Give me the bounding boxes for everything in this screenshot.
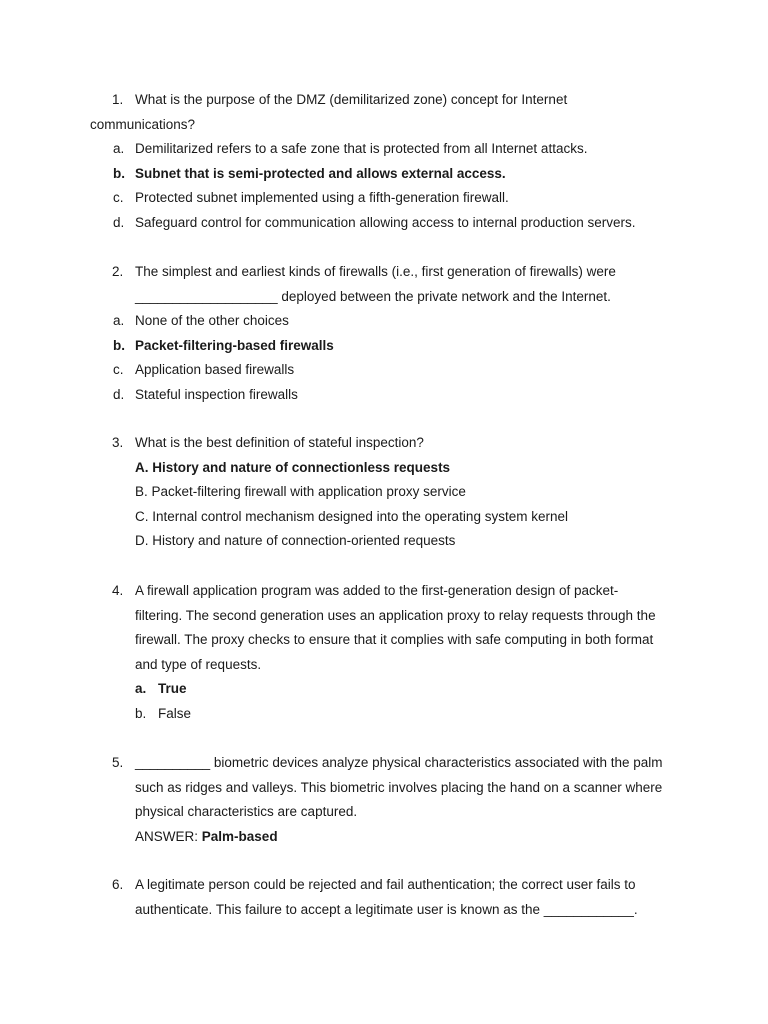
question-6 — [90, 873, 690, 922]
question-text-continued: authenticate. This failure to accept a legitimate user is known as the ____________. — [135, 901, 638, 917]
answer-value: Palm-based — [201, 828, 278, 844]
question-text: The simplest and earliest kinds of firewalls (i.e., first generation of firewalls) were — [135, 264, 616, 279]
question-number: 3. — [112, 435, 124, 450]
question-text: __________ biometric devices analyze physical characteristics associated with the palm — [135, 755, 663, 770]
option-a-correct: a. True — [135, 681, 187, 697]
question-4 — [90, 579, 690, 727]
question-text-continued: ___________________ deployed between the private network and the Internet. — [135, 288, 611, 304]
question-2 — [90, 260, 690, 408]
option-d: D. History and nature of connection-oriented requests — [135, 533, 456, 549]
option-b: b. False — [135, 705, 192, 721]
option-b-correct: b. Subnet that is semi-protected and allows external access. — [113, 165, 506, 181]
question-number: 5. — [112, 755, 124, 770]
question-text: What is the purpose of the DMZ (demilitarized zone) concept for Internet — [135, 92, 568, 107]
option-a: a. Demilitarized refers to a safe zone that is protected from all Internet attacks. — [113, 141, 588, 157]
question-text: A firewall application program was added to the first-generation design of packet- — [135, 583, 619, 598]
question-number: 6. — [112, 877, 124, 892]
question-1 — [90, 88, 690, 236]
option-c: c. Application based firewalls — [113, 362, 295, 378]
question-3 — [90, 431, 690, 554]
question-number: 1. — [112, 92, 124, 107]
option-d: d. Safeguard control for communication allowing access to internal production servers. — [113, 214, 636, 230]
question-text: What is the best definition of stateful inspection? — [135, 435, 424, 450]
question-number: 4. — [112, 583, 124, 598]
question-5 — [90, 751, 690, 849]
option-b-correct: b. Packet-filtering-based firewalls — [113, 337, 334, 353]
question-text-continued: such as ridges and valleys. This biometric involves placing the hand on a scanner where — [135, 779, 663, 795]
option-a-correct: A. History and nature of connectionless requests — [135, 459, 451, 475]
question-text-continued: firewall. The proxy checks to ensure that it complies with safe computing in both format — [135, 632, 654, 648]
answer-line — [90, 825, 690, 850]
option-a: a. None of the other choices — [113, 313, 289, 329]
answer-label: ANSWER: — [135, 828, 199, 844]
option-c: C. Internal control mechanism designed into the operating system kernel — [135, 508, 568, 524]
question-text: A legitimate person could be rejected and fail authentication; the correct user fails to — [135, 877, 636, 892]
question-text-continued: filtering. The second generation uses an application proxy to relay requests through the — [135, 607, 656, 623]
question-number: 2. — [112, 264, 124, 279]
option-d: d. Stateful inspection firewalls — [113, 386, 298, 402]
option-c: c. Protected subnet implemented using a fifth-generation firewall. — [113, 190, 509, 206]
question-text-continued: physical characteristics are captured. — [135, 804, 358, 820]
option-b: B. Packet-filtering firewall with application proxy service — [135, 484, 466, 500]
question-text-continued: and type of requests. — [135, 656, 262, 672]
question-text-continued: communications? — [90, 116, 196, 132]
